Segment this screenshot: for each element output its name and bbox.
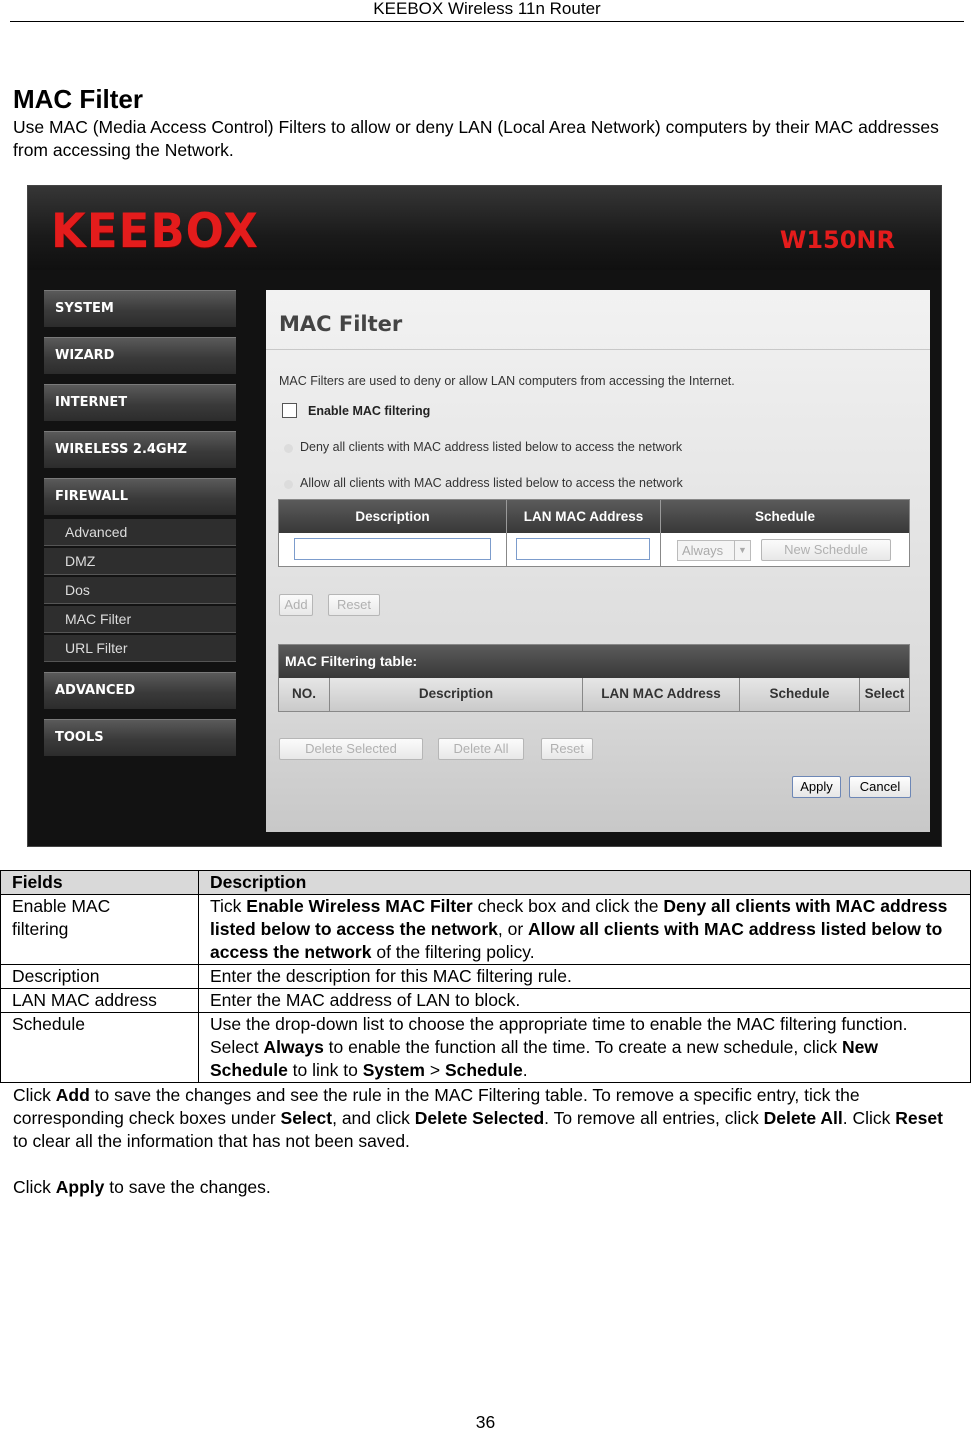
page-number: 36 [475,1412,496,1430]
add-button[interactable]: Add [279,594,313,616]
nav-system[interactable]: SYSTEM [44,290,236,327]
field-name: Description [1,965,199,989]
filter-description: MAC Filters are used to deny or allow LAN computers from accessing the Internet. [279,374,735,388]
reset-table-button[interactable]: Reset [541,738,593,760]
nav-sub-dmz[interactable]: DMZ [44,548,236,575]
table-row [1,1013,971,1083]
cancel-button[interactable]: Cancel [849,776,911,798]
description-input[interactable] [294,538,491,560]
col-description: Description [279,500,507,533]
field-name: LAN MAC address [1,989,199,1013]
input-table [278,499,910,567]
doc-title: MAC Filter [13,84,143,114]
col-lan-mac: LAN MAC Address [583,678,740,711]
fields-table-header [1,871,971,895]
instruction-paragraph: Click Add to save the changes and see the rule in the MAC Filtering table. To remove a specific entry, tick the corresponding check boxes under Select, and click Delete Selected. To remove all entries, click Delete All. Click Reset to clear all the information that has not been saved. [13,1085,943,1151]
page-header: KEEBOX Wireless 11n Router [10,0,964,22]
content-panel [266,290,930,832]
content-title: MAC Filter [279,312,403,336]
table-row [1,895,971,965]
fields-table [0,870,971,1083]
field-name: Schedule [1,1013,199,1083]
deny-radio[interactable] [284,444,293,453]
allow-radio[interactable] [284,480,293,489]
nav-wizard[interactable]: WIZARD [44,337,236,374]
table-row [1,965,971,989]
header-fields: Fields [1,871,199,895]
model-name: W150NR [779,226,895,254]
field-description: Use the drop-down list to choose the appropriate time to enable the MAC filtering function. Select Always to enable the function all the time. To create a new schedule, click New Schedule to link to System > Schedule. [199,1013,971,1083]
nav-internet[interactable]: INTERNET [44,384,236,421]
divider [266,349,930,350]
enable-mac-filter-checkbox[interactable] [282,403,297,418]
col-lan-mac: LAN MAC Address [507,500,661,533]
nav-sub-url-filter[interactable]: URL Filter [44,635,236,662]
field-description: Tick Enable Wireless MAC Filter check box and click the Deny all clients with MAC address listed below to access the network, or Allow all clients with MAC address listed below to access the network of the filtering policy. [199,895,971,965]
nav-sub-advanced[interactable]: Advanced [44,519,236,546]
reset-button[interactable]: Reset [328,594,380,616]
nav-firewall[interactable]: FIREWALL [44,478,236,515]
nav-advanced[interactable]: ADVANCED [44,672,236,709]
chevron-down-icon: ▼ [734,541,750,560]
nav-sub-dos[interactable]: Dos [44,577,236,604]
delete-selected-button[interactable]: Delete Selected [279,738,423,760]
enable-mac-filter-label: Enable MAC filtering [308,404,431,418]
schedule-select[interactable] [677,540,751,561]
keebox-logo: KEEBOX [51,202,259,259]
field-description: Enter the MAC address of LAN to block. [199,989,971,1013]
router-screenshot [27,185,942,847]
col-select: Select [864,686,905,701]
col-schedule: Schedule [740,678,860,711]
field-name: Enable MAC filtering [1,895,199,965]
apply-paragraph: Click Apply to save the changes. [13,1177,271,1197]
nav-sub-mac-filter[interactable]: MAC Filter [44,606,236,633]
delete-all-button[interactable]: Delete All [438,738,524,760]
allow-option-label: Allow all clients with MAC address listed below to access the network [300,476,683,490]
col-schedule: Schedule [754,509,816,524]
deny-option-label: Deny all clients with MAC address listed below to access the network [300,440,683,454]
instructions [13,1084,958,1222]
field-description: Enter the description for this MAC filtering rule. [199,965,971,989]
mac-filtering-table [278,644,910,712]
router-header [28,186,942,270]
mac-filtering-table-label: MAC Filtering table: [279,645,909,678]
nav-tools[interactable]: TOOLS [44,719,236,756]
col-description: Description [330,678,583,711]
header-description: Description [199,871,971,895]
col-no: NO. [279,678,330,711]
table-row [1,989,971,1013]
schedule-select-value: Always [682,543,724,558]
new-schedule-button[interactable]: New Schedule [761,539,891,561]
mac-address-input[interactable] [516,538,650,560]
nav-wireless[interactable]: WIRELESS 2.4GHZ [44,431,236,468]
apply-button[interactable]: Apply [792,776,841,798]
doc-intro: Use MAC (Media Access Control) Filters to allow or deny LAN (Local Area Network) computers by their MAC addresses from accessing the Network. [13,117,939,160]
